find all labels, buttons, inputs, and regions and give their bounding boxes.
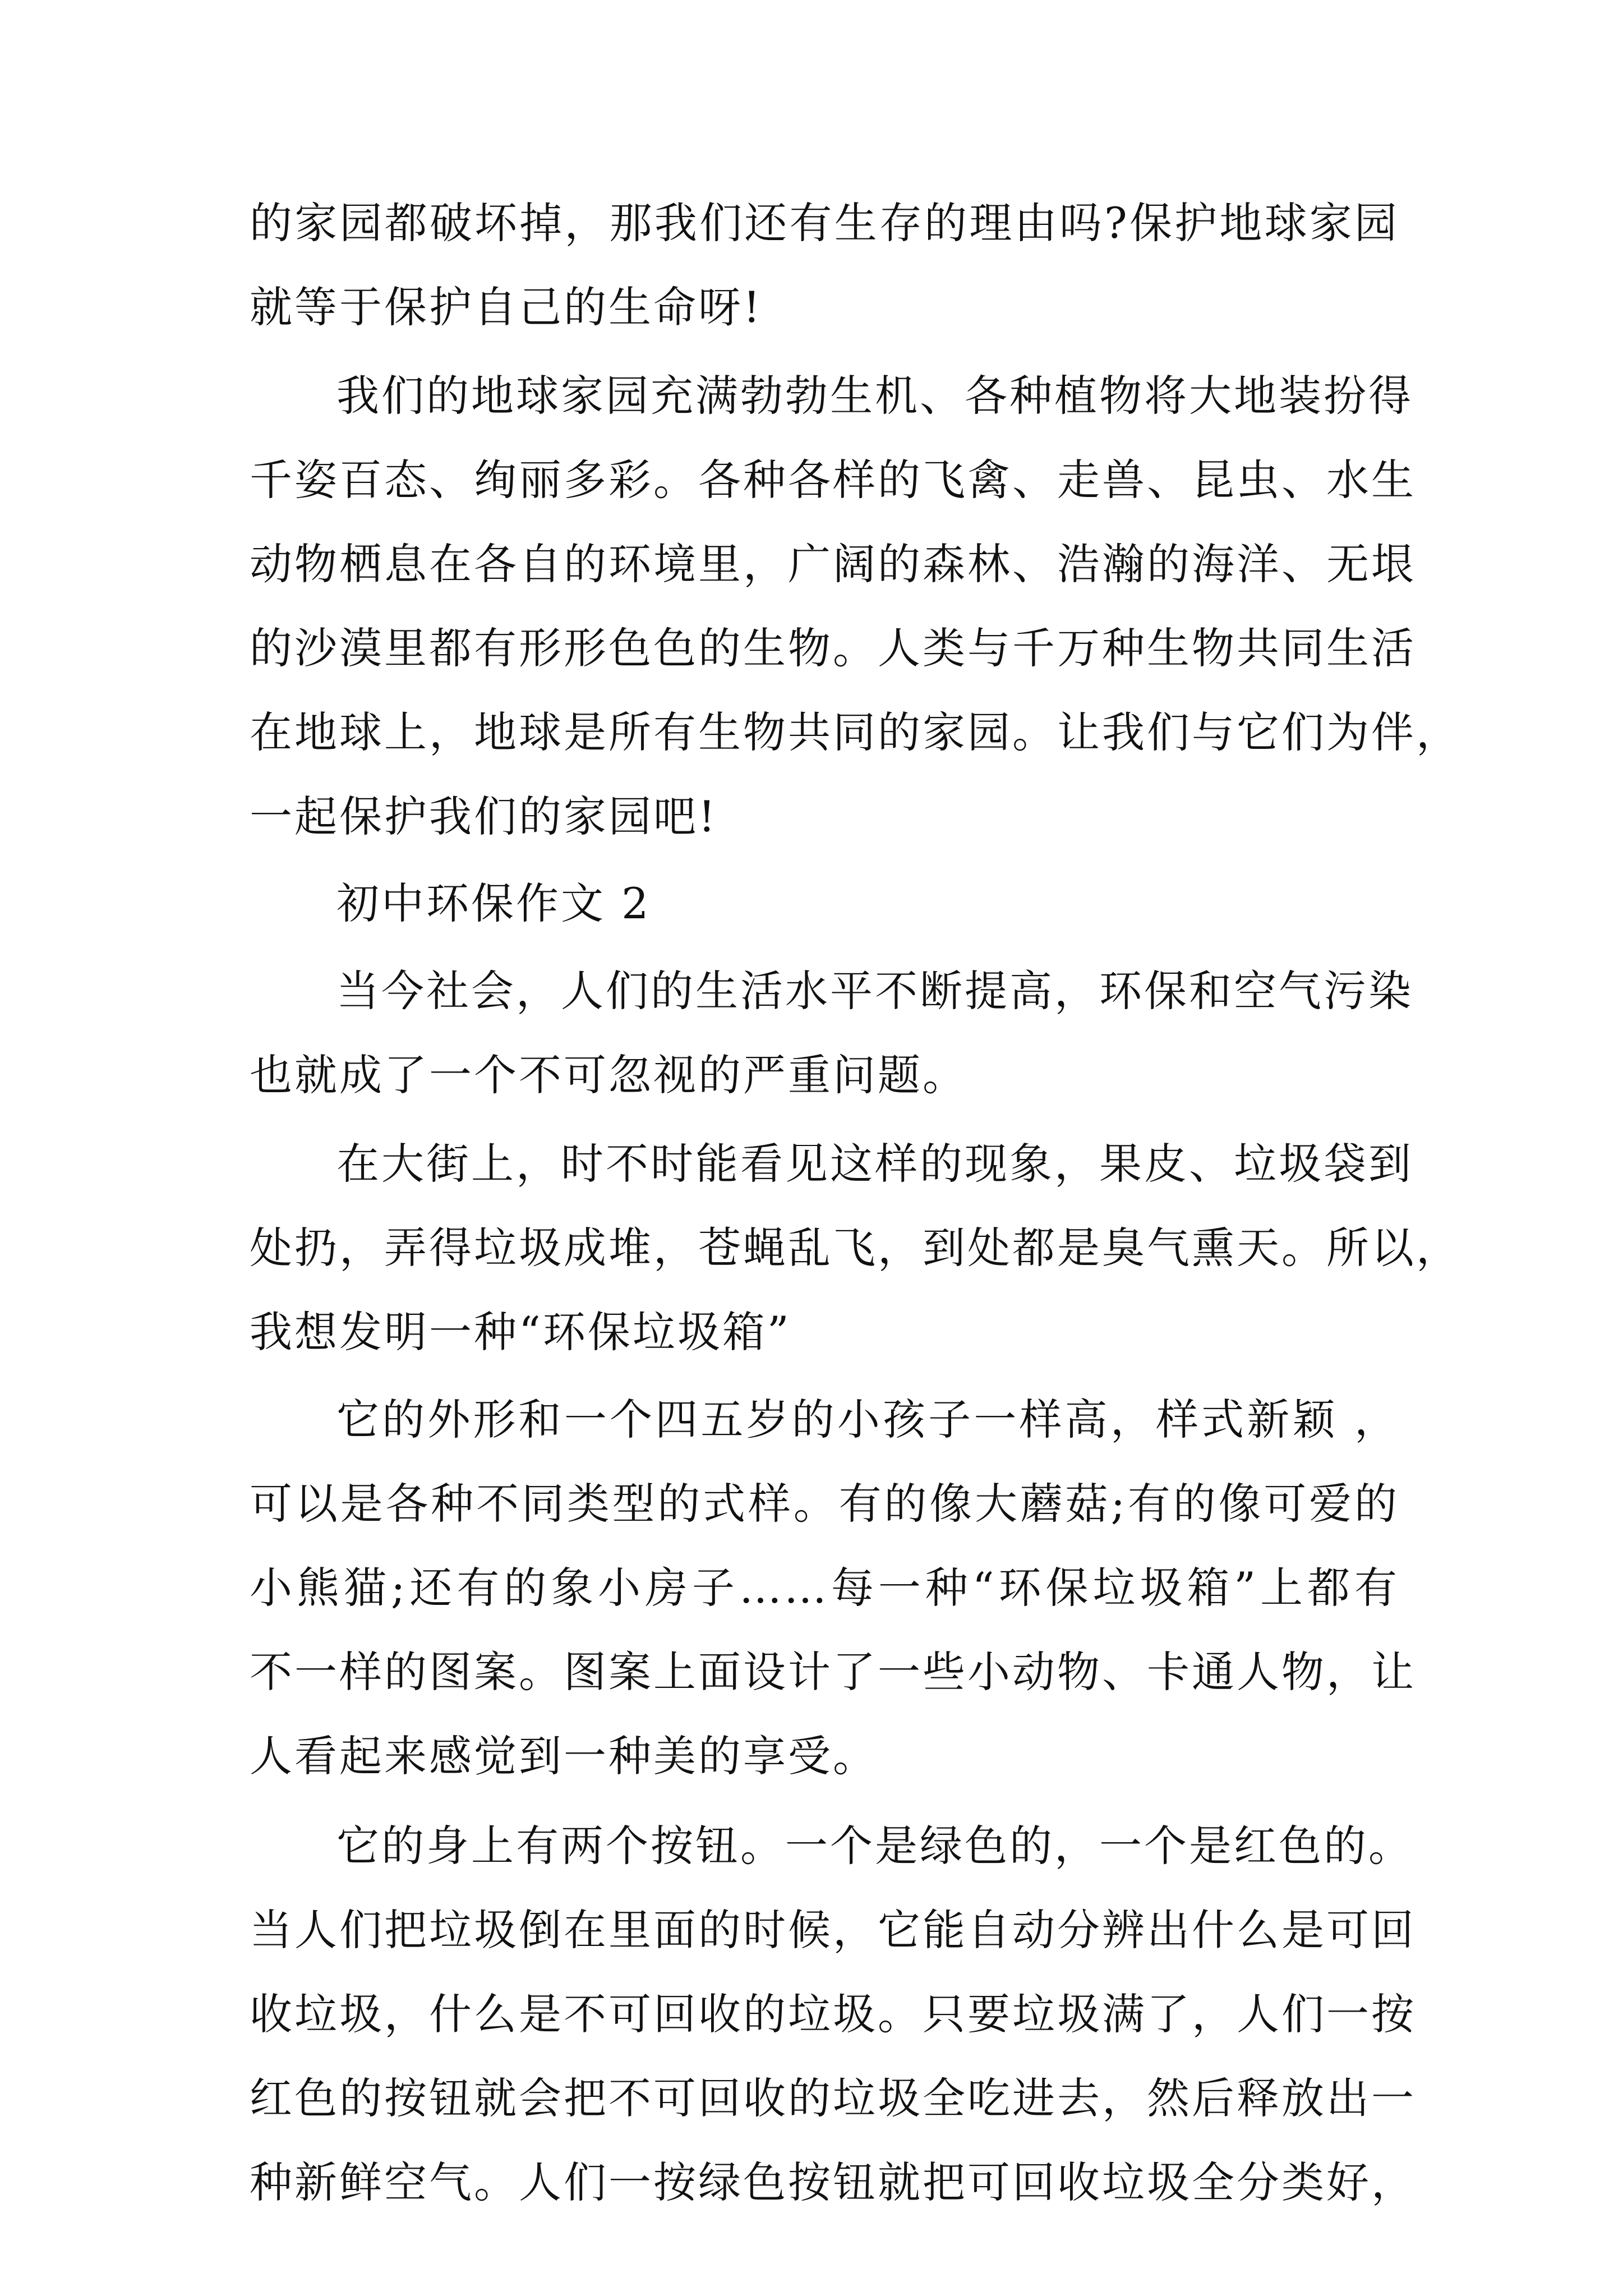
text-line: 我们的地球家园充满勃勃生机、各种植物将大地装扮得 [336, 371, 1413, 421]
text-line: 收垃圾，什么是不可回收的垃圾。只要垃圾满了，人们一按 [250, 1989, 1416, 2039]
text-line: 就等于保护自己的生命呀! [250, 282, 763, 332]
text-line: 我想发明一种“环保垃圾箱” [250, 1307, 791, 1357]
text-line: 一起保护我们的家园吧! [250, 792, 718, 841]
text-line: 动物栖息在各自的环境里，广阔的森林、浩瀚的海洋、无垠 [250, 539, 1416, 589]
text-line: 在地球上，地球是所有生物共同的家园。让我们与它们为伴， [250, 707, 1461, 757]
section-title: 初中环保作文 2 [336, 878, 651, 928]
text-line: 在大街上，时不时能看见这样的现象，果皮、垃圾袋到 [336, 1139, 1413, 1189]
text-line: 种新鲜空气。人们一按绿色按钮就把可回收垃圾全分类好， [250, 2157, 1416, 2207]
text-line: 也就成了一个不可忽视的严重问题。 [250, 1050, 967, 1100]
text-line: 它的身上有两个按钮。一个是绿色的，一个是红色的。 [336, 1821, 1413, 1871]
text-line: 当人们把垃圾倒在里面的时候，它能自动分辨出什么是可回 [250, 1905, 1416, 1955]
text-line: 它的外形和一个四五岁的小孩子一样高，样式新颖 ， [336, 1395, 1399, 1444]
text-line: 可以是各种不同类型的式样。有的像大蘑菇;有的像可爱的 [250, 1479, 1399, 1529]
text-line: 的沙漠里都有形形色色的生物。人类与千万种生物共同生活 [250, 623, 1416, 673]
text-line: 的家园都破坏掉，那我们还有生存的理由吗?保护地球家园 [250, 198, 1399, 248]
text-line: 当今社会，人们的生活水平不断提高，环保和空气污染 [336, 966, 1413, 1016]
text-line: 不一样的图案。图案上面设计了一些小动物、卡通人物，让 [250, 1647, 1416, 1697]
text-line: 千姿百态、绚丽多彩。各种各样的飞禽、走兽、昆虫、水生 [250, 455, 1416, 505]
text-line: 红色的按钮就会把不可回收的垃圾全吃进去，然后释放出一 [250, 2073, 1416, 2123]
text-line: 人看起来感觉到一种美的享受。 [250, 1731, 878, 1781]
text-line: 小熊猫;还有的象小房子……每一种“环保垃圾箱”上都有 [250, 1563, 1399, 1613]
text-line: 处扔，弄得垃圾成堆，苍蝇乱飞，到处都是臭气熏天。所以， [250, 1223, 1461, 1273]
